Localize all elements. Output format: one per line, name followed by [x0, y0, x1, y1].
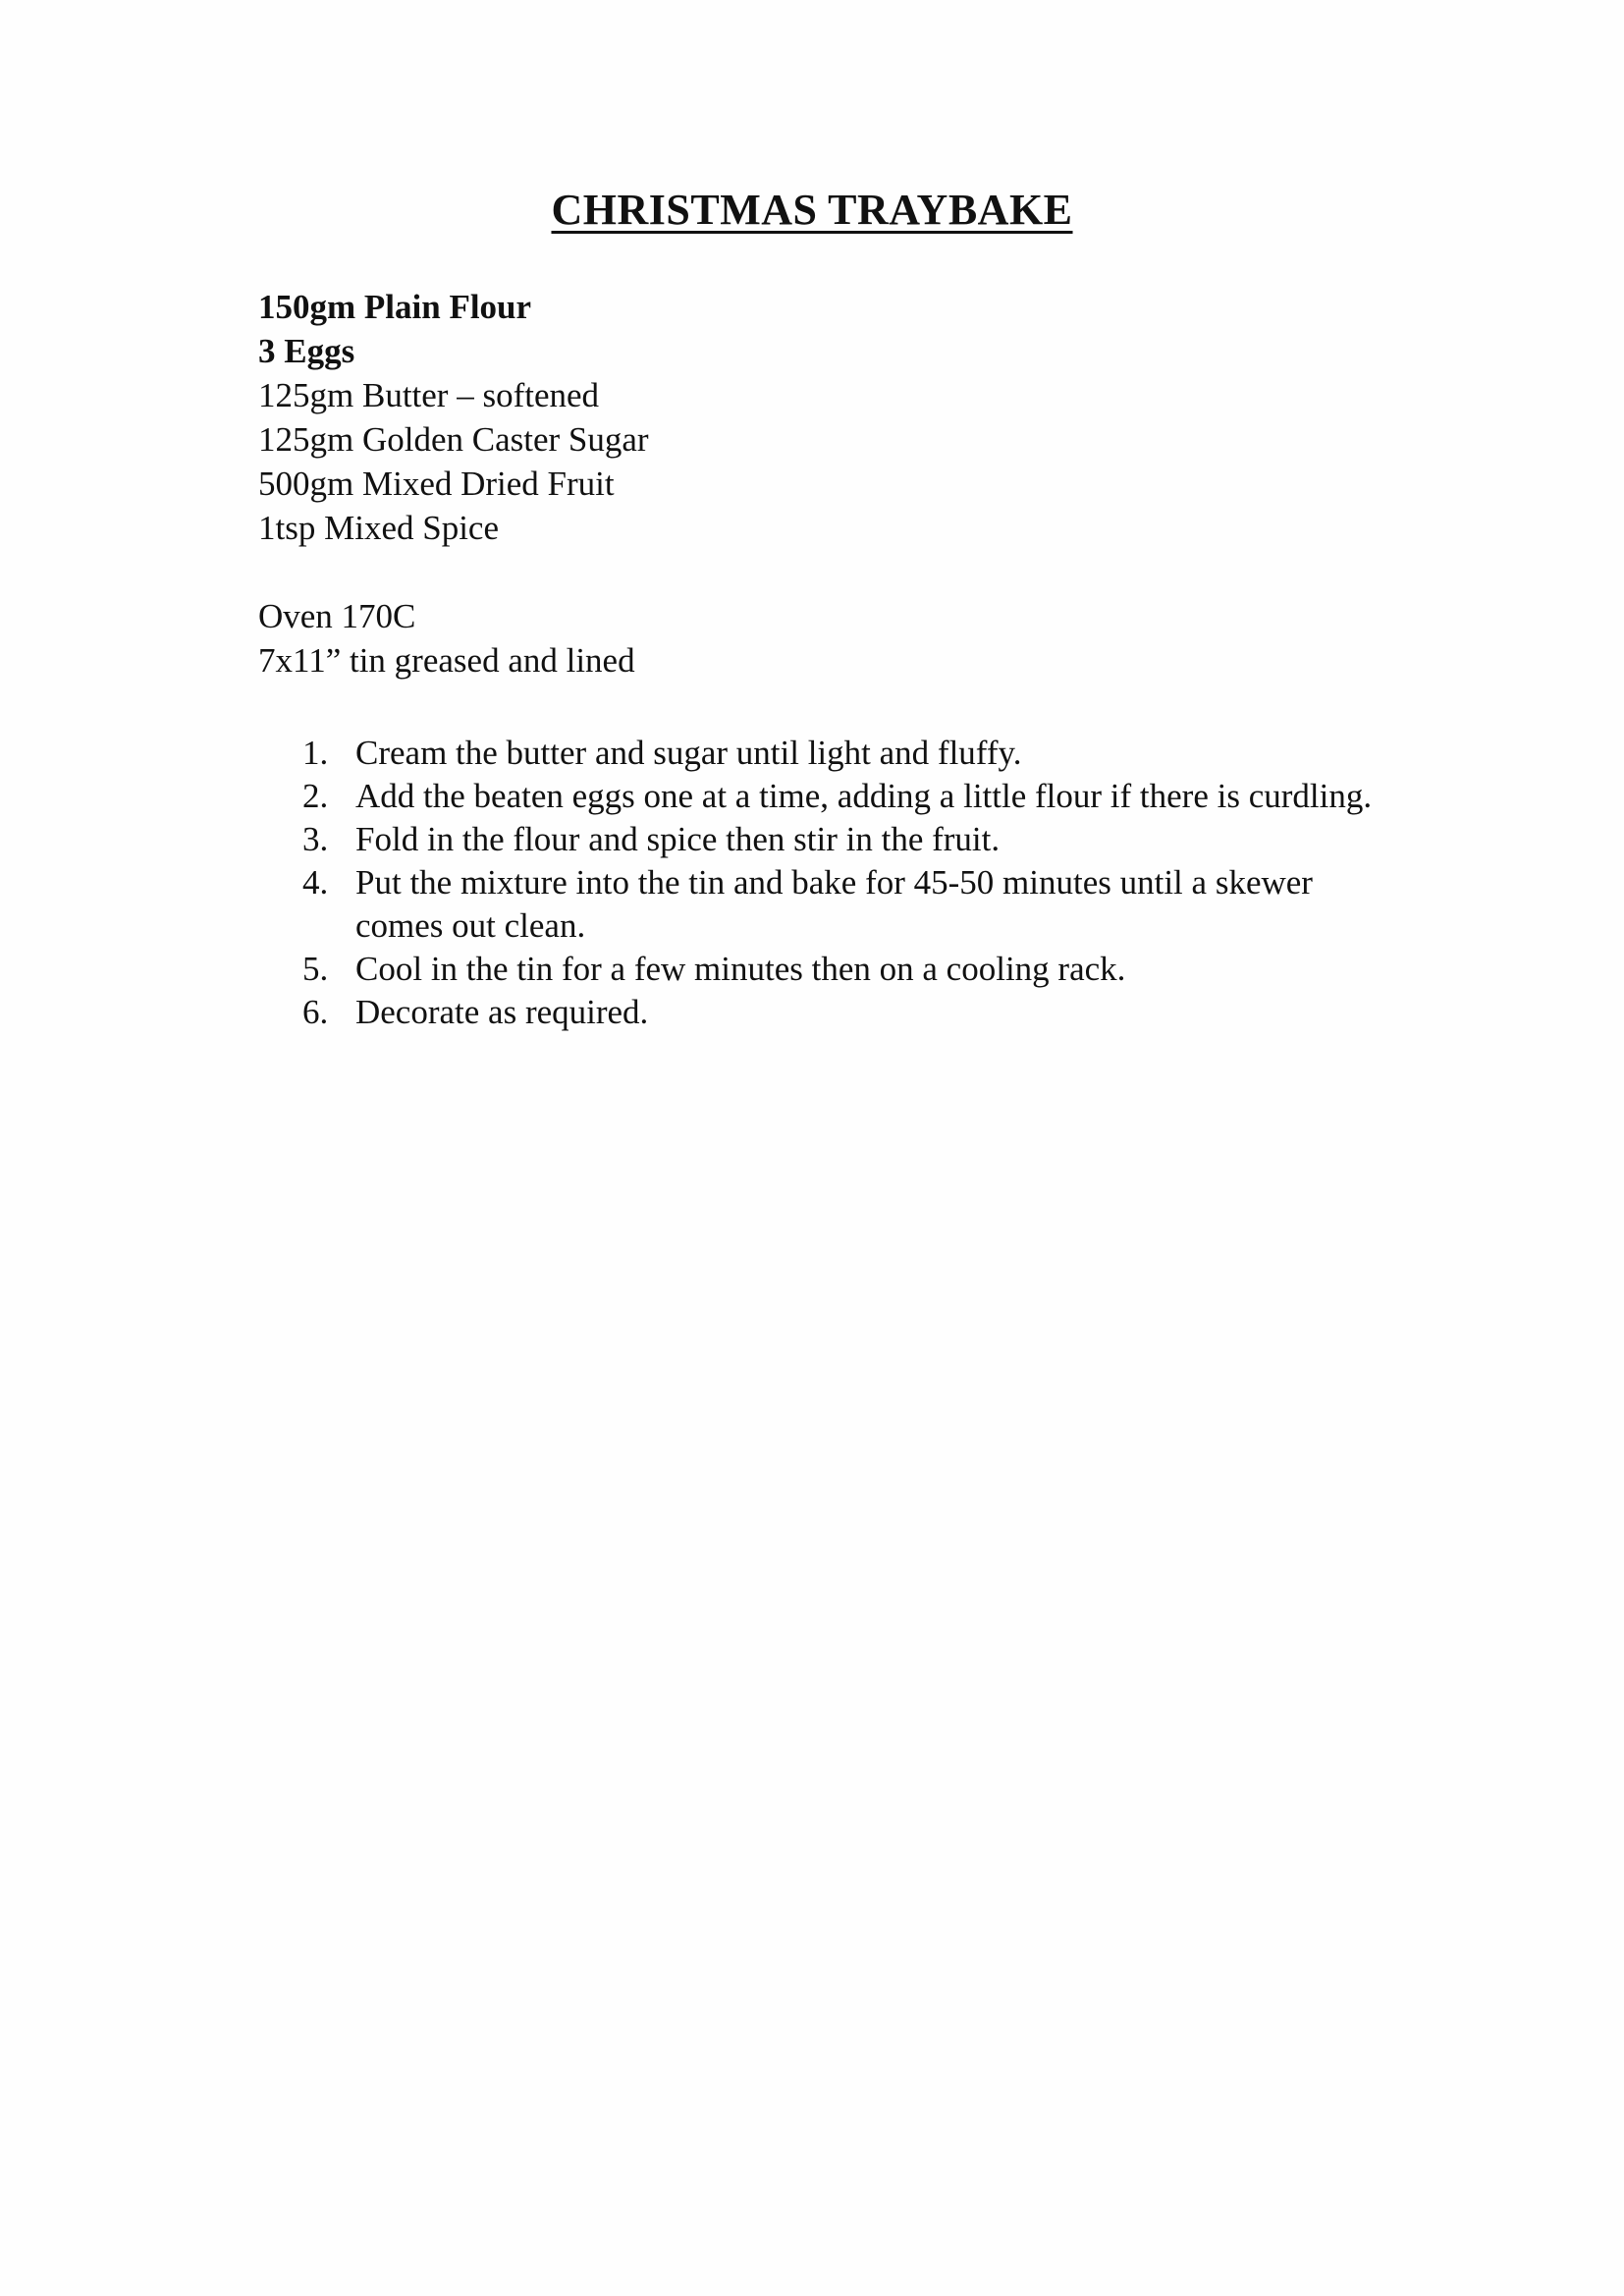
- step-number: 1.: [302, 734, 329, 772]
- ingredient-item: 125gm Butter – softened: [258, 376, 600, 414]
- step-text: Cream the butter and sugar until light and fluffy.: [355, 734, 1022, 772]
- step-number: 5.: [302, 950, 329, 988]
- method-steps: [295, 732, 1375, 1034]
- ingredient-item: 500gm Mixed Dried Fruit: [258, 465, 615, 503]
- method-step: [295, 818, 1375, 861]
- step-text: Decorate as required.: [355, 993, 649, 1031]
- step-number: 6.: [302, 993, 329, 1031]
- ingredients-list: [258, 285, 649, 550]
- step-text: Put the mixture into the tin and bake for 45-50 minutes until a skewer comes out clean.: [355, 863, 1313, 945]
- step-text: Cool in the tin for a few minutes then on a cooling rack.: [355, 950, 1126, 988]
- step-number: 3.: [302, 820, 329, 858]
- oven-temperature: Oven 170C: [258, 597, 416, 635]
- step-number: 4.: [302, 863, 329, 902]
- method-step: [295, 775, 1375, 818]
- step-text: Fold in the flour and spice then stir in the fruit.: [355, 820, 1001, 858]
- ingredient-item: 3 Eggs: [258, 332, 355, 370]
- method-step: [295, 861, 1375, 948]
- method-step: [295, 948, 1375, 991]
- method-step: [295, 991, 1375, 1034]
- page-title: CHRISTMAS TRAYBAKE: [551, 186, 1073, 234]
- step-number: 2.: [302, 777, 329, 815]
- ingredient-item: 125gm Golden Caster Sugar: [258, 420, 649, 459]
- step-text: Add the beaten eggs one at a time, adding a little flour if there is curdling.: [355, 777, 1373, 815]
- ingredient-item: 1tsp Mixed Spice: [258, 509, 499, 547]
- method-step: [295, 732, 1375, 775]
- oven-instructions: [258, 594, 635, 683]
- tin-preparation: 7x11” tin greased and lined: [258, 641, 635, 680]
- ingredient-item: 150gm Plain Flour: [258, 288, 532, 326]
